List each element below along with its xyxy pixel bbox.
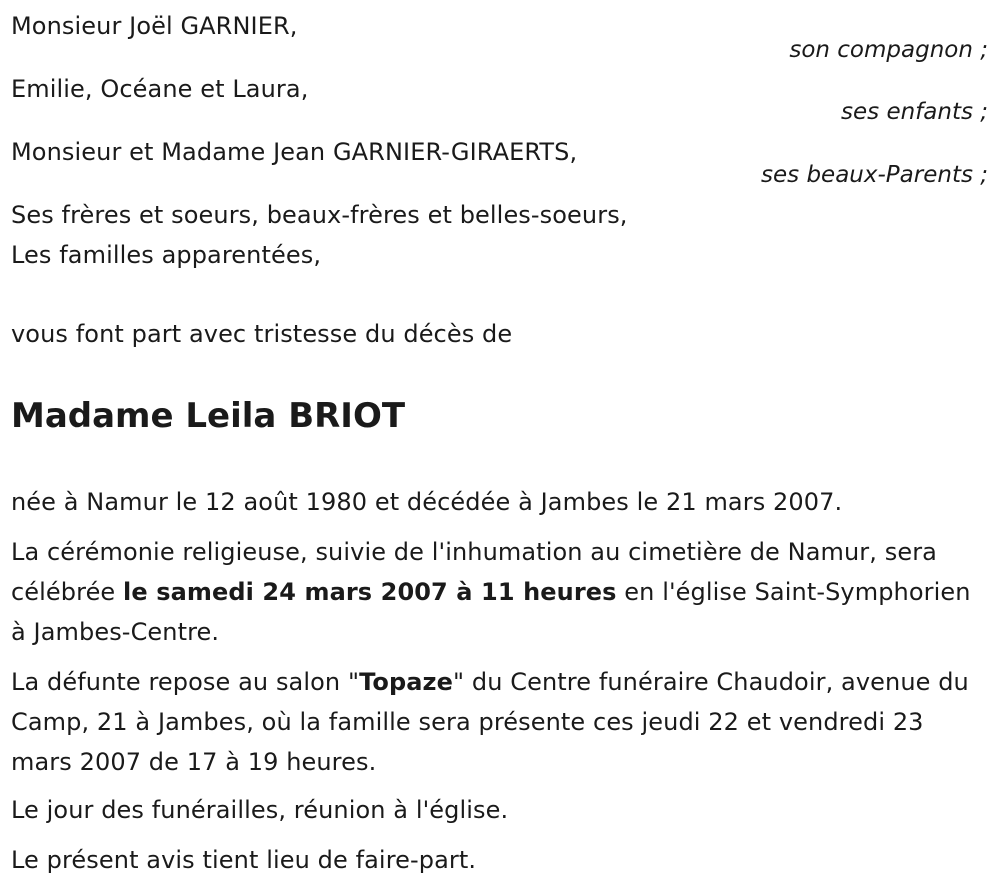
family-role-3: ses beaux-Parents ; — [761, 162, 988, 188]
family-role-1: son compagnon ; — [789, 37, 988, 63]
ceremony-text-before: La cérémonie religieuse, suivie de l'inhumation au cimetière de Namur, sera célébrée — [11, 538, 937, 606]
family-name-1: Monsieur Joël GARNIER, — [11, 12, 298, 40]
rest-text-before: La défunte repose au salon " — [11, 668, 360, 696]
ceremony-paragraph — [11, 532, 986, 652]
siblings-line: Ses frères et soeurs, beaux-frères et belles-soeurs, — [11, 201, 628, 229]
birth-death-line: née à Namur le 12 août 1980 et décédée à Jambes le 21 mars 2007. — [11, 488, 843, 516]
family-name-3: Monsieur et Madame Jean GARNIER-GIRAERTS, — [11, 138, 578, 166]
ceremony-text-after: en l'église Saint-Symphorien à Jambes-Centre. — [11, 578, 971, 646]
family-name-2: Emilie, Océane et Laura, — [11, 75, 309, 103]
deceased-name: Madame Leila BRIOT — [11, 396, 406, 436]
salon-name: Topaze — [359, 668, 453, 696]
announcement-line: vous font part avec tristesse du décès de — [11, 320, 513, 348]
family-role-2: ses enfants ; — [841, 99, 988, 125]
rest-paragraph — [11, 662, 986, 782]
notice-line: Le présent avis tient lieu de faire-part. — [11, 846, 477, 874]
funeral-day-line: Le jour des funérailles, réunion à l'église. — [11, 796, 509, 824]
related-families-line: Les familles apparentées, — [11, 241, 322, 269]
rest-text-after: " du Centre funéraire Chaudoir, avenue du Camp, 21 à Jambes, où la famille sera présente ces jeudi 22 et vendredi 23 mars 2007 de 17 à 19 heures. — [11, 668, 969, 776]
ceremony-date: le samedi 24 mars 2007 à 11 heures — [123, 578, 617, 606]
